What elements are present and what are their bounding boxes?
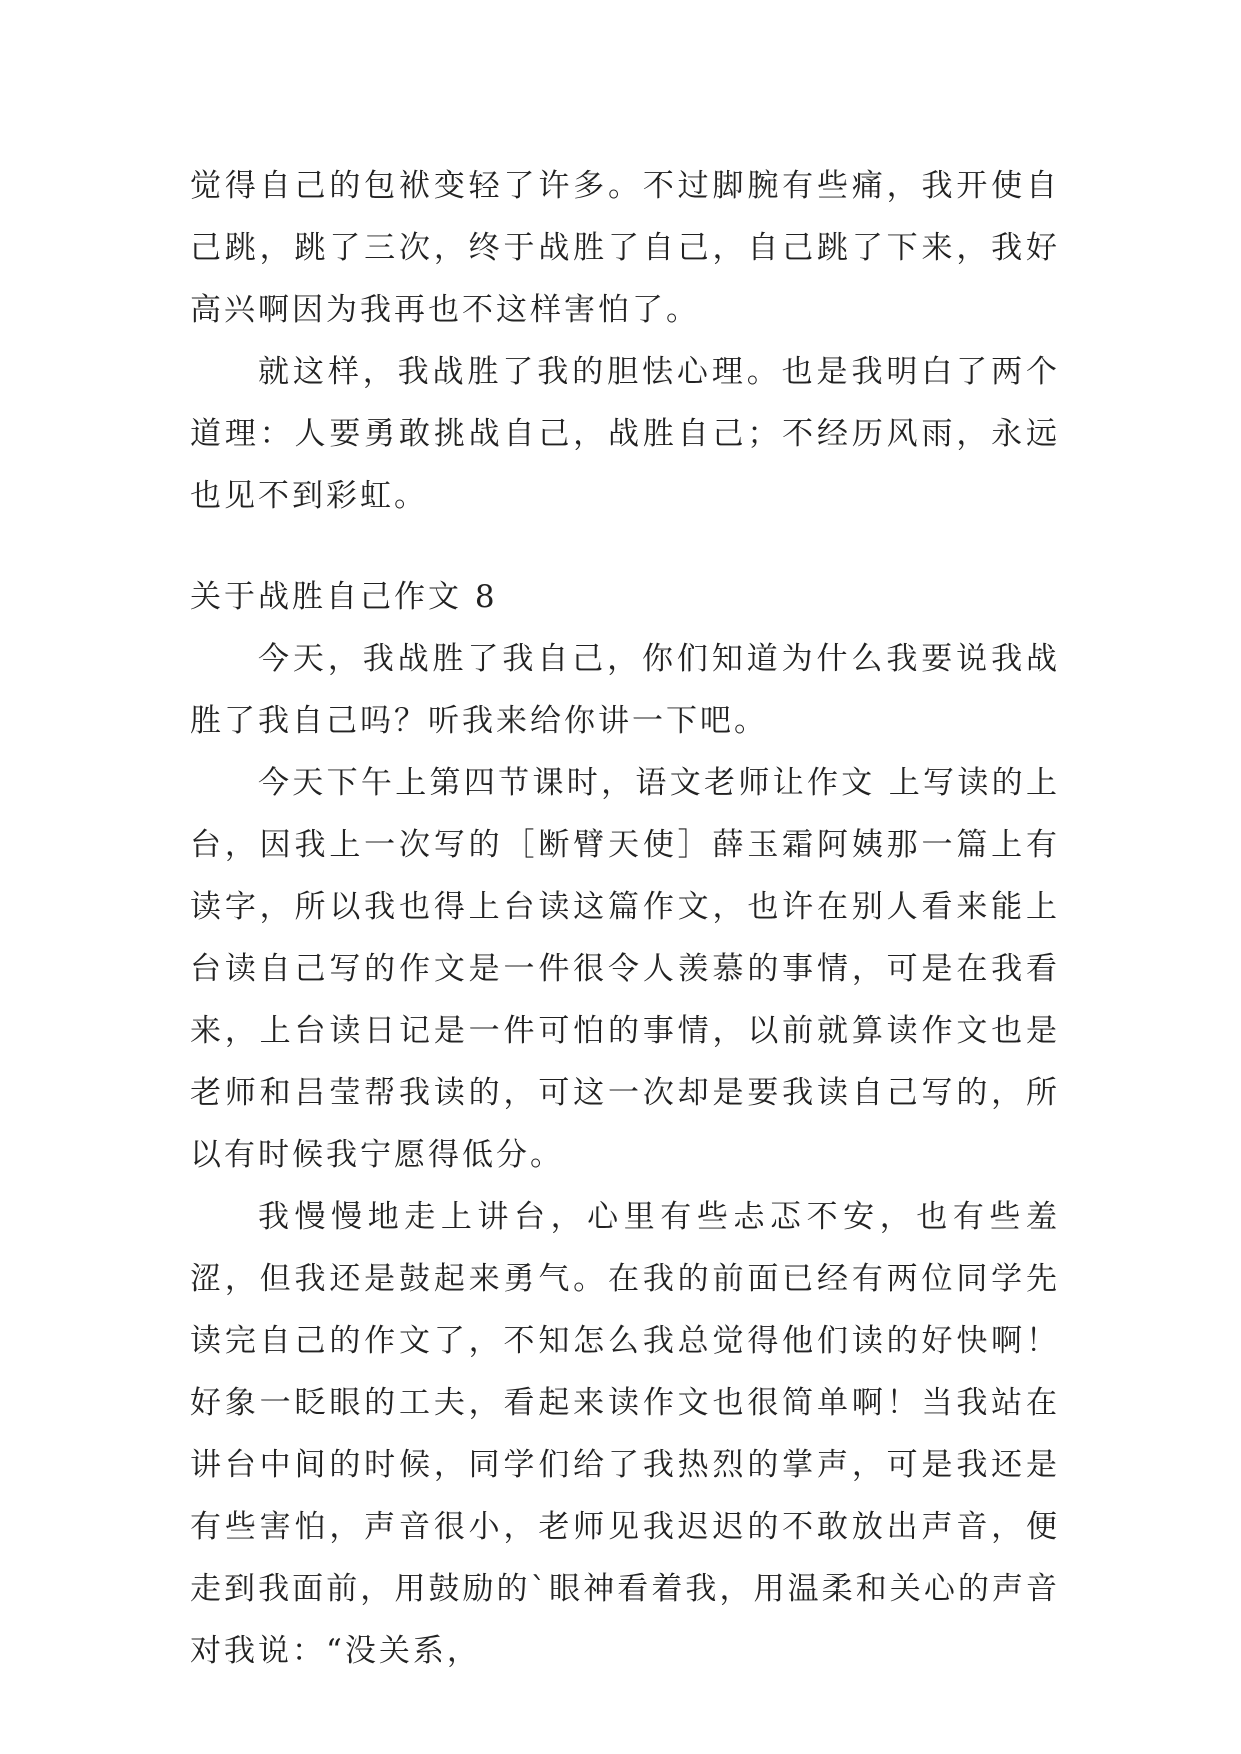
essay-title: 关于战胜自己作文 8	[190, 579, 498, 615]
paragraph-continuation: 觉得自己的包袱变轻了许多。不过脚腕有些痛，我开使自己跳，跳了三次，终于战胜了自己，自己跳了下来，我好高兴啊因为我再也不这样害怕了。	[190, 168, 1060, 328]
section-two	[190, 566, 1060, 1682]
paragraph-classroom: 今天下午上第四节课时，语文老师让作文 上写读的上台，因我上一次写的［断臂天使］薛玉霜阿姨那一篇上有读字，所以我也得上台读这篇作文，也许在别人看来能上台读自己写的作文是一件很令人羡慕的事情，可是在我看来，上台读日记是一件可怕的事情，以前就算读作文也是老师和吕莹帮我读的，可这一次却是要我读自己写的，所以有时候我宁愿得低分。	[190, 765, 1060, 1173]
paragraph-intro: 今天，我战胜了我自己，你们知道为什么我要说我战胜了我自己吗？听我来给你讲一下吧。	[190, 641, 1060, 739]
paragraph-podium: 我慢慢地走上讲台，心里有些忐忑不安，也有些羞涩，但我还是鼓起来勇气。在我的前面已经有两位同学先读完自己的作文了，不知怎么我总觉得他们读的好快啊！好象一眨眼的工夫，看起来读作文也很简单啊！当我站在讲台中间的时候，同学们给了我热烈的掌声，可是我还是有些害怕，声音很小，老师见我迟迟的不敢放出声音，便走到我面前，用鼓励的`眼神看着我，用温柔和关心的声音对我说：“没关系，	[190, 1199, 1060, 1669]
section-one	[190, 155, 1060, 527]
paragraph-conclusion: 就这样，我战胜了我的胆怯心理。也是我明白了两个道理：人要勇敢挑战自己，战胜自己；不经历风雨，永远也见不到彩虹。	[190, 354, 1060, 514]
